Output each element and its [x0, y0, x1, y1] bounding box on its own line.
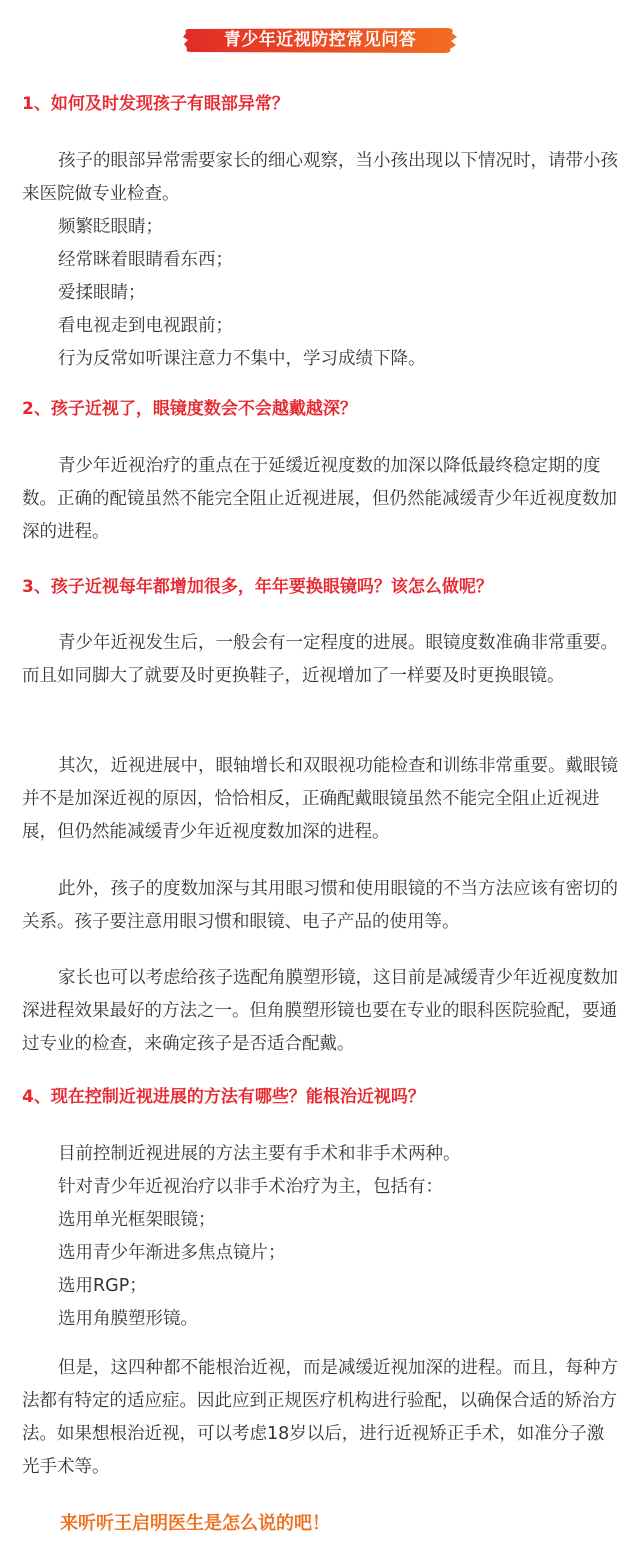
list-item: 经常眯着眼睛看东西；	[58, 250, 233, 270]
question-3-title: 3、孩子近视每年都增加很多，年年要换眼镜吗？该怎么做呢？	[22, 577, 493, 597]
question-3-paragraph: 此外，孩子的度数加深与其用眼习惯和使用眼镜的不当方法应该有密切的关系。孩子要注意用眼习惯和眼镜、电子产品的使用等。	[22, 879, 618, 932]
question-3-paragraph: 家长也可以考虑给孩子选配角膜塑形镜，这目前是减缓青少年近视度数加深进程效果最好的方法之一。但角膜塑形镜也要在专业的眼科医院验配，要通过专业的检查，来确定孩子是否适合配戴。	[22, 968, 618, 1054]
title-banner	[182, 24, 458, 56]
question-1-signs-list	[58, 211, 426, 376]
question-3-paragraph: 其次，近视进展中，眼轴增长和双眼视功能检查和训练非常重要。戴眼镜并不是加深近视的原因，恰恰相反，正确配戴眼镜虽然不能完全阻止近视进展，但仍然能减缓青少年近视度数加深的进程。	[22, 756, 618, 842]
list-item: 看电视走到电视跟前；	[58, 316, 233, 336]
question-4-closing: 但是，这四种都不能根治近视，而是减缓近视加深的进程。而且，每种方法都有特定的适应症。因此应到正规医疗机构进行验配，以确保合适的矫治方法。如果想根治近视，可以考虑18岁以后，进行近视矫正手术，如准分子激光手术等。	[22, 1358, 618, 1477]
doctor-video-callout: 来听听王启明医生是怎么说的吧！	[60, 1513, 330, 1534]
list-item: 行为反常如听课注意力不集中，学习成绩下降。	[58, 349, 426, 369]
question-2-title: 2、孩子近视了，眼镜度数会不会越戴越深？	[22, 399, 357, 419]
question-1-title: 1、如何及时发现孩子有眼部异常？	[22, 94, 289, 114]
list-item: 选用青少年渐进多焦点镜片；	[58, 1243, 286, 1263]
list-item: 针对青少年近视治疗以非手术治疗为主，包括有：	[58, 1177, 443, 1197]
list-item: 目前控制近视进展的方法主要有手术和非手术两种。	[58, 1144, 461, 1164]
question-1-intro: 孩子的眼部异常需要家长的细心观察，当小孩出现以下情况时，请带小孩来医院做专业检查。	[22, 151, 618, 204]
question-2-answer: 青少年近视治疗的重点在于延缓近视度数的加深以降低最终稳定期的度数。正确的配镜虽然不能完全阻止近视进展，但仍然能减缓青少年近视度数加深的进程。	[22, 456, 617, 542]
list-item: 选用RGP；	[58, 1276, 147, 1296]
list-item: 选用角膜塑形镜。	[58, 1309, 198, 1329]
question-4-title: 4、现在控制近视进展的方法有哪些？能根治近视吗？	[22, 1087, 425, 1107]
page-title: 青少年近视防控常见问答	[223, 30, 417, 50]
list-item: 频繁眨眼睛；	[58, 217, 163, 237]
list-item: 选用单光框架眼镜；	[58, 1210, 216, 1230]
question-3-paragraph: 青少年近视发生后，一般会有一定程度的进展。眼镜度数准确非常重要。而且如同脚大了就要及时更换鞋子，近视增加了一样要及时更换眼镜。	[22, 633, 618, 686]
question-4-methods-list	[58, 1138, 461, 1336]
list-item: 爱揉眼睛；	[58, 283, 146, 303]
